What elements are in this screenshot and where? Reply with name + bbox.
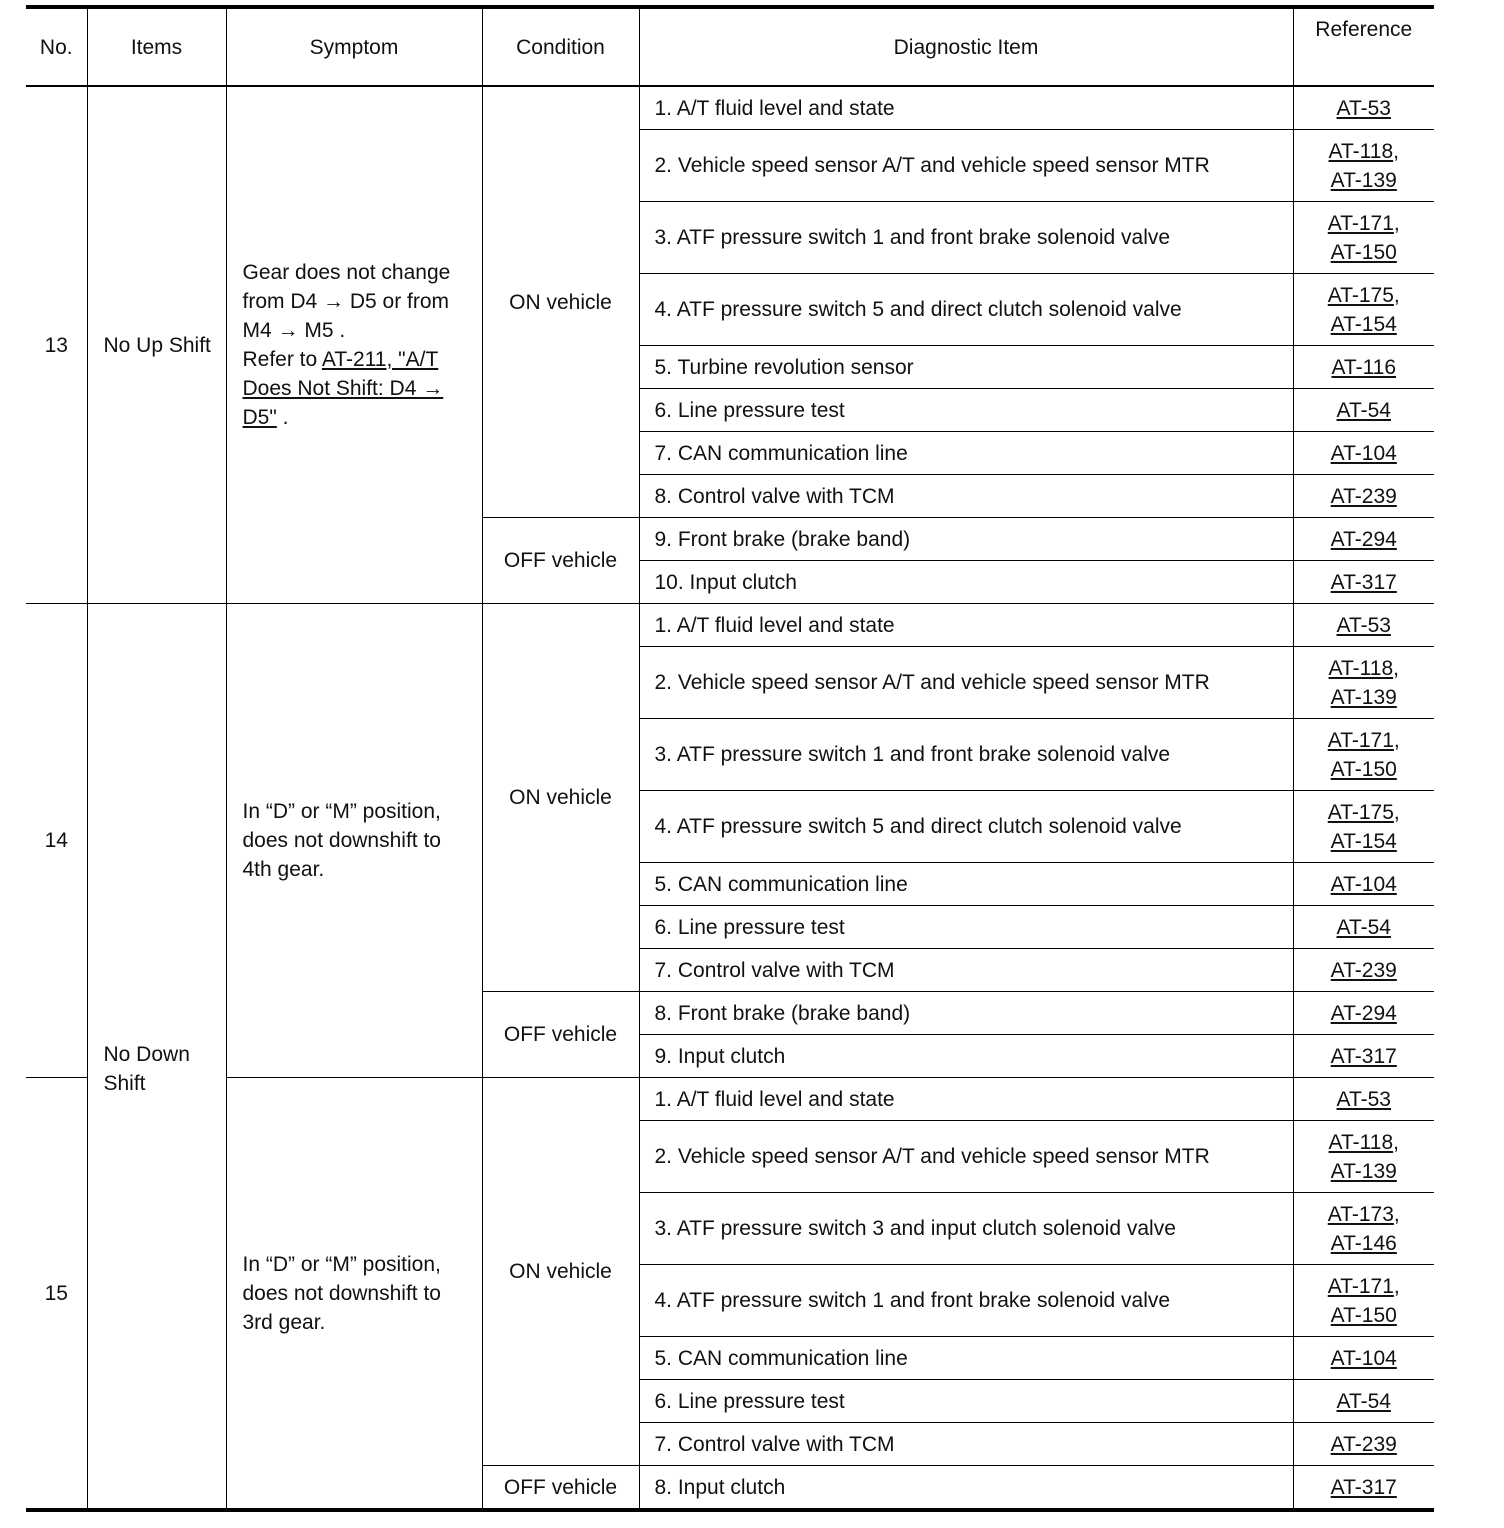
reference-cell: AT-118, AT-139 <box>1293 1121 1434 1193</box>
header-row <box>26 7 1434 86</box>
diagnostic-item: 1. A/T fluid level and state <box>639 604 1293 647</box>
reference-link[interactable]: AT-104 <box>1330 441 1397 465</box>
reference-cell <box>1293 1078 1434 1121</box>
reference-cell <box>1293 346 1434 389</box>
row-number-14: 14 <box>26 604 87 1078</box>
reference-link[interactable]: AT-53 <box>1336 1087 1391 1111</box>
reference-link[interactable]: AT-150 <box>1330 757 1397 781</box>
reference-link[interactable]: AT-53 <box>1336 613 1391 637</box>
condition-on-vehicle: ON vehicle <box>482 604 639 992</box>
reference-link[interactable]: AT-317 <box>1330 1044 1397 1068</box>
diagnostic-item: 2. Vehicle speed sensor A/T and vehicle speed sensor MTR <box>639 1121 1293 1193</box>
reference-cell <box>1293 906 1434 949</box>
reference-link[interactable]: AT-139 <box>1330 1159 1397 1183</box>
diagnostic-item: 5. Turbine revolution sensor <box>639 346 1293 389</box>
reference-cell: AT-171, AT-150 <box>1293 1265 1434 1337</box>
reference-link[interactable]: AT-175 <box>1327 283 1394 307</box>
reference-link[interactable]: AT-118 <box>1328 1130 1394 1154</box>
reference-cell <box>1293 432 1434 475</box>
row-number-13: 13 <box>26 86 87 604</box>
reference-cell <box>1293 86 1434 130</box>
reference-cell: AT-175, AT-154 <box>1293 274 1434 346</box>
reference-link[interactable]: AT-116 <box>1331 355 1397 379</box>
reference-cell <box>1293 949 1434 992</box>
diagnostic-item: 5. CAN communication line <box>639 1337 1293 1380</box>
item-no-down-shift: No Down Shift <box>87 604 226 1511</box>
header-items: Items <box>87 7 226 86</box>
diagnostic-item: 3. ATF pressure switch 3 and input clutch solenoid valve <box>639 1193 1293 1265</box>
reference-link[interactable]: AT-171 <box>1327 728 1394 752</box>
refer-suffix: . <box>276 406 289 429</box>
header-symptom: Symptom <box>226 7 482 86</box>
diagnostic-item: 5. CAN communication line <box>639 863 1293 906</box>
header-condition: Condition <box>482 7 639 86</box>
diagnostic-item: 7. Control valve with TCM <box>639 949 1293 992</box>
reference-cell: AT-173, AT-146 <box>1293 1193 1434 1265</box>
diagnostic-item: 8. Front brake (brake band) <box>639 992 1293 1035</box>
reference-link[interactable]: AT-317 <box>1330 1475 1397 1499</box>
diagnostic-item: 1. A/T fluid level and state <box>639 1078 1293 1121</box>
diagnostic-item: 6. Line pressure test <box>639 1380 1293 1423</box>
diagnostic-table <box>26 5 1434 1512</box>
diagnostic-item: 3. ATF pressure switch 1 and front brake solenoid valve <box>639 719 1293 791</box>
table-row <box>26 604 1434 647</box>
reference-cell: AT-171, AT-150 <box>1293 202 1434 274</box>
reference-link[interactable]: AT-118 <box>1328 656 1394 680</box>
diagnostic-item: 1. A/T fluid level and state <box>639 86 1293 130</box>
reference-link[interactable]: AT-118 <box>1328 139 1394 163</box>
condition-on-vehicle: ON vehicle <box>482 1078 639 1466</box>
symptom-text: Gear does not change from D4 → D5 or from M4 → M5 . <box>242 261 451 342</box>
reference-cell: AT-175, AT-154 <box>1293 791 1434 863</box>
reference-link[interactable]: AT-54 <box>1336 1389 1391 1413</box>
diagnostic-item: 3. ATF pressure switch 1 and front brake solenoid valve <box>639 202 1293 274</box>
reference-link[interactable]: AT-171 <box>1327 1274 1394 1298</box>
diagnostic-item: 2. Vehicle speed sensor A/T and vehicle speed sensor MTR <box>639 647 1293 719</box>
condition-off-vehicle: OFF vehicle <box>482 992 639 1078</box>
reference-cell <box>1293 604 1434 647</box>
reference-cell <box>1293 1466 1434 1511</box>
reference-link[interactable]: AT-294 <box>1330 527 1397 551</box>
reference-link[interactable]: AT-239 <box>1330 1432 1397 1456</box>
reference-cell: AT-118, AT-139 <box>1293 130 1434 202</box>
diagnostic-item: 4. ATF pressure switch 5 and direct clutch solenoid valve <box>639 791 1293 863</box>
reference-link[interactable]: AT-150 <box>1330 240 1397 264</box>
reference-link[interactable]: AT-139 <box>1330 168 1397 192</box>
reference-cell <box>1293 1423 1434 1466</box>
condition-off-vehicle: OFF vehicle <box>482 1466 639 1511</box>
condition-on-vehicle: ON vehicle <box>482 86 639 518</box>
condition-off-vehicle: OFF vehicle <box>482 518 639 604</box>
reference-link[interactable]: AT-175 <box>1327 800 1394 824</box>
header-diagnostic-item: Diagnostic Item <box>639 7 1293 86</box>
reference-link[interactable]: AT-150 <box>1330 1303 1397 1327</box>
reference-link[interactable]: AT-239 <box>1330 958 1397 982</box>
reference-link[interactable]: AT-104 <box>1330 1346 1397 1370</box>
reference-cell: AT-118, AT-139 <box>1293 647 1434 719</box>
reference-cell <box>1293 1337 1434 1380</box>
diagnostic-item: 9. Front brake (brake band) <box>639 518 1293 561</box>
reference-cell <box>1293 1035 1434 1078</box>
reference-cell <box>1293 561 1434 604</box>
diagnostic-item: 4. ATF pressure switch 5 and direct clutch solenoid valve <box>639 274 1293 346</box>
reference-link[interactable]: AT-54 <box>1336 915 1391 939</box>
diagnostic-item: 2. Vehicle speed sensor A/T and vehicle speed sensor MTR <box>639 130 1293 202</box>
reference-link[interactable]: AT-139 <box>1330 685 1397 709</box>
diagnostic-item: 7. Control valve with TCM <box>639 1423 1293 1466</box>
table-row <box>26 1078 1434 1121</box>
table-row <box>26 86 1434 130</box>
reference-link[interactable]: AT-239 <box>1330 484 1397 508</box>
diagnostic-item: 8. Control valve with TCM <box>639 475 1293 518</box>
diagnostic-item: 7. CAN communication line <box>639 432 1293 475</box>
reference-link[interactable]: AT-104 <box>1330 872 1397 896</box>
reference-link[interactable]: AT-154 <box>1330 312 1397 336</box>
reference-link[interactable]: AT-54 <box>1336 398 1391 422</box>
reference-cell <box>1293 863 1434 906</box>
reference-cell <box>1293 518 1434 561</box>
symptom-reference-link[interactable]: AT-211, "A/T Does Not Shift: D4 → D5" <box>242 348 444 429</box>
diagnostic-item: 9. Input clutch <box>639 1035 1293 1078</box>
reference-cell <box>1293 992 1434 1035</box>
refer-prefix: Refer to <box>242 348 322 371</box>
reference-link[interactable]: AT-171 <box>1327 211 1394 235</box>
row-number-15: 15 <box>26 1078 87 1511</box>
diagnostic-item: 6. Line pressure test <box>639 906 1293 949</box>
reference-link[interactable]: AT-173 <box>1327 1202 1394 1226</box>
diagnostic-item: 4. ATF pressure switch 1 and front brake solenoid valve <box>639 1265 1293 1337</box>
reference-link[interactable]: AT-146 <box>1330 1231 1397 1255</box>
header-reference: Reference <box>1293 7 1434 86</box>
reference-link[interactable]: AT-317 <box>1330 570 1397 594</box>
header-no: No. <box>26 7 87 86</box>
diagnostic-item: 10. Input clutch <box>639 561 1293 604</box>
reference-cell <box>1293 475 1434 518</box>
reference-link[interactable]: AT-53 <box>1336 96 1391 120</box>
reference-cell <box>1293 389 1434 432</box>
symptom-15: In “D” or “M” position, does not downshift to 3rd gear. <box>226 1078 482 1511</box>
item-no-up-shift: No Up Shift <box>87 86 226 604</box>
reference-link[interactable]: AT-154 <box>1330 829 1397 853</box>
symptom-13 <box>226 86 482 604</box>
reference-cell: AT-171, AT-150 <box>1293 719 1434 791</box>
symptom-14: In “D” or “M” position, does not downshift to 4th gear. <box>226 604 482 1078</box>
diagnostic-item: 6. Line pressure test <box>639 389 1293 432</box>
reference-link[interactable]: AT-294 <box>1330 1001 1397 1025</box>
reference-cell <box>1293 1380 1434 1423</box>
diagnostic-item: 8. Input clutch <box>639 1466 1293 1511</box>
